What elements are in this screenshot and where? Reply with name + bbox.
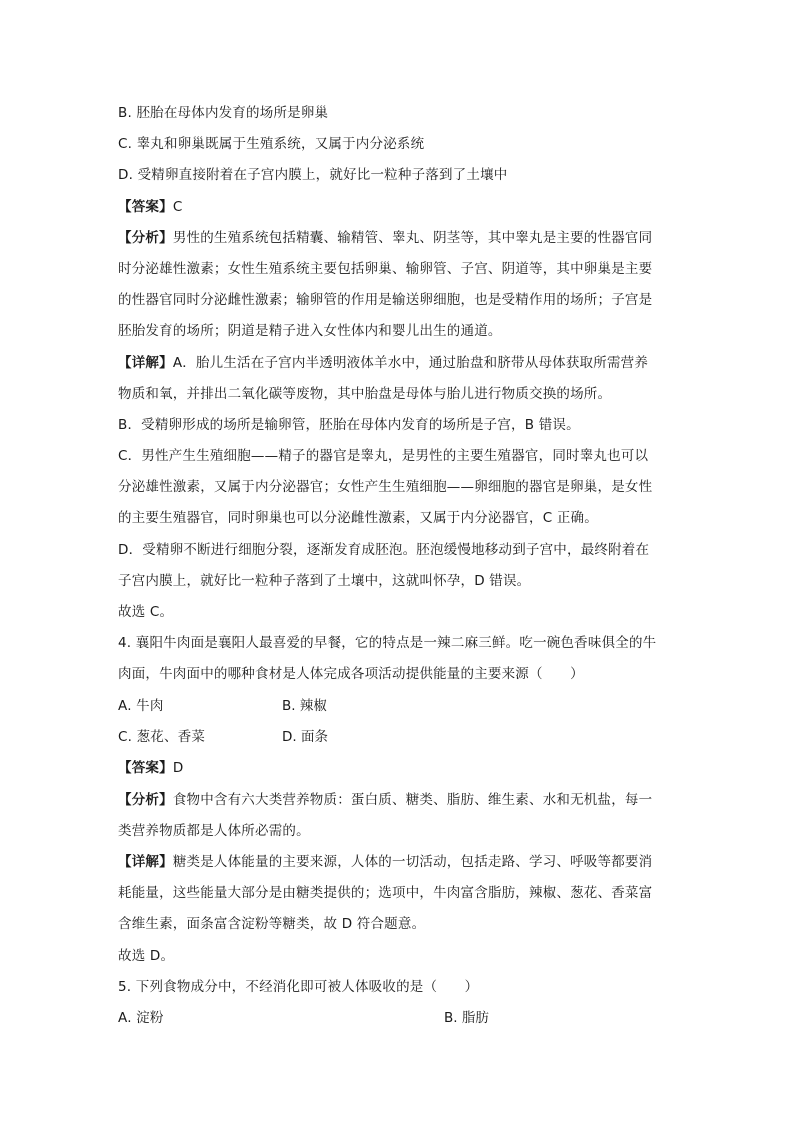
option-b-q4: B. 辣椒 [282, 698, 327, 714]
detail-q3-line-2: 物质和氧，并排出二氧化碳等废物，其中胎盘是母体与胎儿进行物质交换的场所。 [118, 386, 612, 402]
answer-value: C [172, 199, 183, 215]
analysis-q3-line-4: 胚胎发育的场所；阴道是精子进入女性体内和婴儿出生的通道。 [118, 323, 502, 339]
analysis-tag: 【分析】 [118, 792, 173, 808]
conclusion-q4: 故选 D。 [118, 948, 175, 964]
option-c-q3: C. 睾丸和卵巢既属于生殖系统，又属于内分泌系统 [118, 136, 425, 152]
analysis-q3-line-1 [118, 228, 652, 248]
answer-tag: 【答案】 [118, 760, 173, 776]
option-b-q5: B. 脂肪 [444, 1010, 489, 1026]
analysis-q3-line-2: 时分泌雄性激素；女性生殖系统主要包括卵巢、输卵管、子宫、阴道等，其中卵巢是主要 [118, 261, 653, 277]
option-d-q4: D. 面条 [282, 729, 328, 745]
detail-q3-line-6: 的主要生殖器官，同时卵巢也可以分泌雌性激素，又属于内分泌器官，C 正确。 [118, 510, 598, 526]
detail-q3-line-5: 分泌雄性激素，又属于内分泌器官；女性产生生殖细胞——卵细胞的器官是卵巢，是女性 [118, 479, 653, 495]
detail-q3-line-3: B．受精卵形成的场所是输卵管，胚胎在母体内发育的场所是子宫，B 错误。 [118, 417, 580, 433]
detail-text: A．胎儿生活在子宫内半透明液体羊水中，通过胎盘和脐带从母体获取所需营养 [172, 355, 649, 371]
analysis-q4-line-1 [118, 790, 652, 810]
analysis-q3-line-3: 的性器官同时分泌雌性激素；输卵管的作用是输送卵细胞，也是受精作用的场所；子宫是 [118, 292, 653, 308]
option-d-q3: D. 受精卵直接附着在子宫内膜上，就好比一粒种子落到了土壤中 [118, 167, 508, 183]
analysis-tag: 【分析】 [118, 230, 173, 246]
answer-value: D [172, 760, 184, 776]
detail-tag: 【详解】 [118, 854, 173, 870]
option-a-q5: A. 淀粉 [118, 1010, 164, 1026]
detail-text: 糖类是人体能量的主要来源，人体的一切活动，包括走路、学习、呼吸等都要消 [172, 854, 653, 870]
answer-q3 [118, 197, 182, 217]
analysis-text: 食物中含有六大类营养物质：蛋白质、糖类、脂肪、维生素、水和无机盐，每一 [172, 792, 653, 808]
option-a-q4: A. 牛肉 [118, 698, 164, 714]
detail-q3-line-7: D．受精卵不断进行细胞分裂，逐渐发育成胚泡。胚泡缓慢地移动到子宫中，最终附着在 [118, 542, 650, 558]
answer-tag: 【答案】 [118, 199, 173, 215]
option-c-q4: C. 葱花、香菜 [118, 729, 206, 745]
option-b-q3: B. 胚胎在母体内发育的场所是卵巢 [118, 105, 329, 121]
question-5-line: 5. 下列食物成分中，不经消化即可被人体吸收的是（ ） [118, 979, 479, 995]
question-4-line-1: 4. 襄阳牛肉面是襄阳人最喜爱的早餐，它的特点是一辣二麻三鲜。吃一碗色香味俱全的牛 [118, 635, 657, 651]
analysis-q4-line-2: 类营养物质都是人体所必需的。 [118, 823, 310, 839]
answer-q4 [118, 758, 183, 778]
detail-tag: 【详解】 [118, 355, 173, 371]
analysis-text: 男性的生殖系统包括精囊、输精管、睾丸、阴茎等，其中睾丸是主要的性器官同 [172, 230, 653, 246]
question-4-line-2: 肉面，牛肉面中的哪种食材是人体完成各项活动提供能量的主要来源（ ） [118, 666, 584, 682]
detail-q4-line-2: 耗能量，这些能量大部分是由糖类提供的；选项中，牛肉富含脂肪，辣椒、葱花、香菜富 [118, 885, 653, 901]
conclusion-q3: 故选 C。 [118, 604, 174, 620]
detail-q4-line-1 [118, 852, 652, 872]
detail-q3-line-4: C．男性产生生殖细胞——精子的器官是睾丸，是男性的主要生殖器官，同时睾丸也可以 [118, 448, 649, 464]
detail-q4-line-3: 含维生素，面条富含淀粉等糖类，故 D 符合题意。 [118, 916, 426, 932]
detail-q3-line-1 [118, 353, 648, 373]
detail-q3-line-8: 子宫内膜上，就好比一粒种子落到了土壤中，这就叫怀孕，D 错误。 [118, 573, 531, 589]
